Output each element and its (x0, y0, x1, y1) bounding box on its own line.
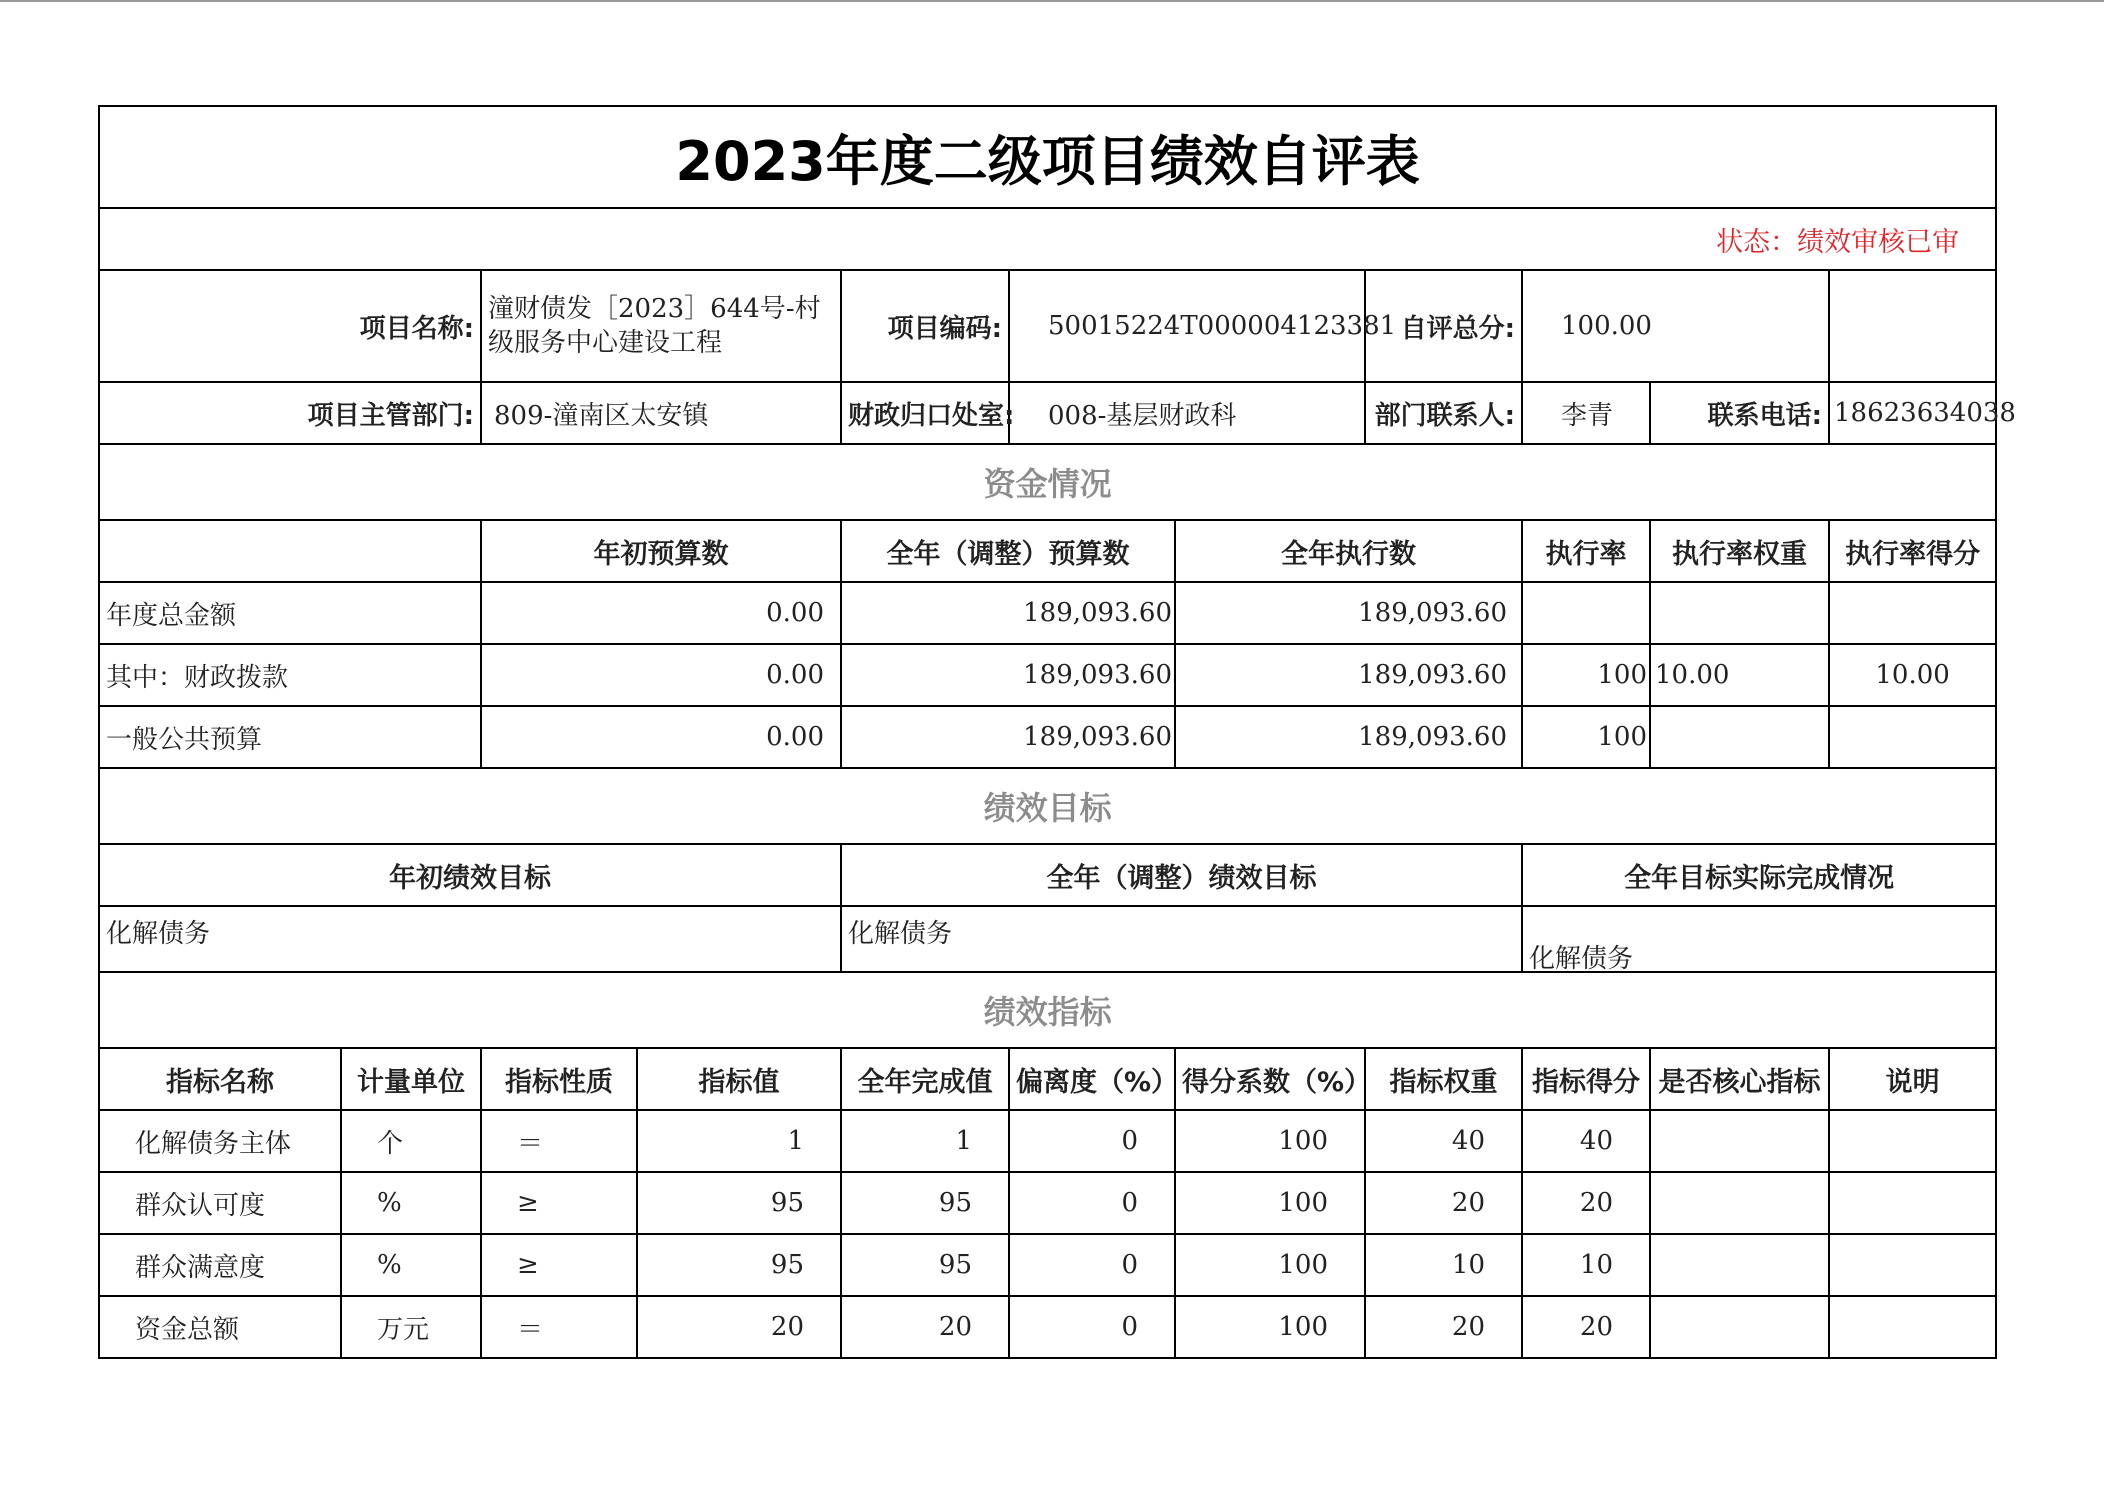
funds-header (99, 520, 481, 582)
indicator-cell: 95 (841, 1172, 1009, 1234)
status-text: 状态：绩效审核已审 (99, 208, 1996, 270)
funds-cell: 0.00 (481, 582, 841, 644)
funds-cell (1829, 706, 1996, 768)
indicator-header: 指标名称 (99, 1048, 341, 1110)
phone-value: 18623634038 (1829, 382, 1996, 444)
funds-row (99, 706, 1996, 768)
indicator-header: 指标得分 (1522, 1048, 1650, 1110)
indicator-cell: 群众满意度 (99, 1234, 341, 1296)
funds-header: 年初预算数 (481, 520, 841, 582)
goals-value-row (99, 906, 1996, 972)
funds-cell (1522, 582, 1650, 644)
indicator-cell: 万元 (341, 1296, 481, 1358)
total-score-label: 自评总分: (1365, 270, 1522, 382)
indicators-header-row (99, 1048, 1996, 1110)
indicator-header: 指标权重 (1365, 1048, 1522, 1110)
total-score-value: 100.00 (1522, 270, 1829, 382)
funds-cell: 0.00 (481, 706, 841, 768)
indicator-header: 是否核心指标 (1650, 1048, 1829, 1110)
goals-header: 全年目标实际完成情况 (1522, 844, 1996, 906)
indicator-header: 说明 (1829, 1048, 1996, 1110)
phone-label: 联系电话: (1650, 382, 1829, 444)
funds-cell: 189,093.60 (841, 706, 1175, 768)
indicator-cell: % (341, 1172, 481, 1234)
indicator-row (99, 1296, 1996, 1358)
indicator-cell: 0 (1009, 1234, 1175, 1296)
funds-row (99, 644, 1996, 706)
info-row-2 (99, 382, 1996, 444)
project-name-label: 项目名称: (99, 270, 481, 382)
funds-cell (1650, 706, 1829, 768)
indicator-cell: % (341, 1234, 481, 1296)
goals-header: 全年（调整）绩效目标 (841, 844, 1522, 906)
goal-adjusted-value: 化解债务 (841, 906, 1522, 972)
performance-self-evaluation-sheet (98, 105, 2016, 1359)
project-code-label: 项目编码: (841, 270, 1009, 382)
funds-cell (1829, 582, 1996, 644)
indicator-cell: ≥ (481, 1172, 637, 1234)
indicator-cell: 40 (1365, 1110, 1522, 1172)
funds-header: 全年执行数 (1175, 520, 1522, 582)
indicator-cell: 95 (637, 1234, 841, 1296)
indicator-cell (1650, 1234, 1829, 1296)
indicator-cell: 100 (1175, 1172, 1365, 1234)
indicator-cell: 群众认可度 (99, 1172, 341, 1234)
indicator-cell: 20 (1365, 1172, 1522, 1234)
indicator-cell: 0 (1009, 1110, 1175, 1172)
funds-cell: 10.00 (1829, 644, 1996, 706)
indicator-cell: 1 (637, 1110, 841, 1172)
indicator-cell (1829, 1296, 1996, 1358)
funds-cell: 189,093.60 (1175, 706, 1522, 768)
indicator-row (99, 1110, 1996, 1172)
indicator-cell: 10 (1522, 1234, 1650, 1296)
indicator-cell (1650, 1296, 1829, 1358)
indicator-header: 偏离度（%） (1009, 1048, 1175, 1110)
indicator-header: 计量单位 (341, 1048, 481, 1110)
indicator-cell (1829, 1234, 1996, 1296)
funds-cell: 189,093.60 (1175, 582, 1522, 644)
goals-header-row (99, 844, 1996, 906)
indicator-cell (1650, 1110, 1829, 1172)
indicator-cell (1650, 1172, 1829, 1234)
evaluation-table (98, 105, 2016, 1359)
project-name-value: 潼财债发［2023］644号-村级服务中心建设工程 (481, 270, 841, 382)
indicator-cell: 20 (1365, 1296, 1522, 1358)
funds-header: 执行率权重 (1650, 520, 1829, 582)
indicator-cell: 40 (1522, 1110, 1650, 1172)
indicator-cell: ＝ (481, 1296, 637, 1358)
goal-initial-value: 化解债务 (99, 906, 841, 972)
indicator-cell: 100 (1175, 1296, 1365, 1358)
indicator-cell: 20 (1522, 1296, 1650, 1358)
indicator-cell: 1 (841, 1110, 1009, 1172)
empty-cell (1829, 270, 1996, 382)
funds-cell: 10.00 (1650, 644, 1829, 706)
funds-cell: 0.00 (481, 644, 841, 706)
indicator-cell: 95 (637, 1172, 841, 1234)
funds-section-title: 资金情况 (99, 444, 1996, 520)
indicator-header: 得分系数（%） (1175, 1048, 1365, 1110)
indicator-cell: 100 (1175, 1234, 1365, 1296)
indicator-header: 指标性质 (481, 1048, 637, 1110)
funds-cell: 一般公共预算 (99, 706, 481, 768)
indicator-cell: 10 (1365, 1234, 1522, 1296)
indicator-cell: 化解债务主体 (99, 1110, 341, 1172)
indicator-cell: 20 (841, 1296, 1009, 1358)
page-top-border (0, 0, 2104, 2)
indicator-cell: 资金总额 (99, 1296, 341, 1358)
indicator-cell: 个 (341, 1110, 481, 1172)
indicator-row (99, 1172, 1996, 1234)
indicator-cell: 20 (1522, 1172, 1650, 1234)
funds-header: 全年（调整）预算数 (841, 520, 1175, 582)
indicator-header: 全年完成值 (841, 1048, 1009, 1110)
finance-office-value: 008-基层财政科 (1009, 382, 1365, 444)
funds-cell: 189,093.60 (841, 582, 1175, 644)
funds-header: 执行率 (1522, 520, 1650, 582)
indicator-row (99, 1234, 1996, 1296)
indicator-cell: ＝ (481, 1110, 637, 1172)
finance-office-label: 财政归口处室: (841, 382, 1009, 444)
funds-cell: 其中：财政拨款 (99, 644, 481, 706)
goal-actual-value: 化解债务 (1522, 906, 1996, 972)
funds-cell (1650, 582, 1829, 644)
funds-cell: 189,093.60 (841, 644, 1175, 706)
indicator-cell (1829, 1110, 1996, 1172)
indicator-cell: ≥ (481, 1234, 637, 1296)
indicator-cell (1829, 1172, 1996, 1234)
dept-value: 809-潼南区太安镇 (481, 382, 841, 444)
project-code-value: 50015224T000004123381 (1009, 270, 1365, 382)
indicator-cell: 0 (1009, 1296, 1175, 1358)
indicator-cell: 0 (1009, 1172, 1175, 1234)
funds-cell: 189,093.60 (1175, 644, 1522, 706)
funds-row (99, 582, 1996, 644)
dept-label: 项目主管部门: (99, 382, 481, 444)
goals-section-title: 绩效目标 (99, 768, 1996, 844)
contact-value: 李青 (1522, 382, 1650, 444)
indicator-cell: 95 (841, 1234, 1009, 1296)
indicators-section-title: 绩效指标 (99, 972, 1996, 1048)
funds-cell: 100 (1522, 706, 1650, 768)
funds-cell: 年度总金额 (99, 582, 481, 644)
goals-header: 年初绩效目标 (99, 844, 841, 906)
indicator-cell: 100 (1175, 1110, 1365, 1172)
funds-cell: 100 (1522, 644, 1650, 706)
indicator-header: 指标值 (637, 1048, 841, 1110)
funds-header: 执行率得分 (1829, 520, 1996, 582)
page-title: 2023年度二级项目绩效自评表 (99, 106, 1996, 208)
contact-label: 部门联系人: (1365, 382, 1522, 444)
funds-header-row (99, 520, 1996, 582)
indicator-cell: 20 (637, 1296, 841, 1358)
info-row-1 (99, 270, 1996, 382)
